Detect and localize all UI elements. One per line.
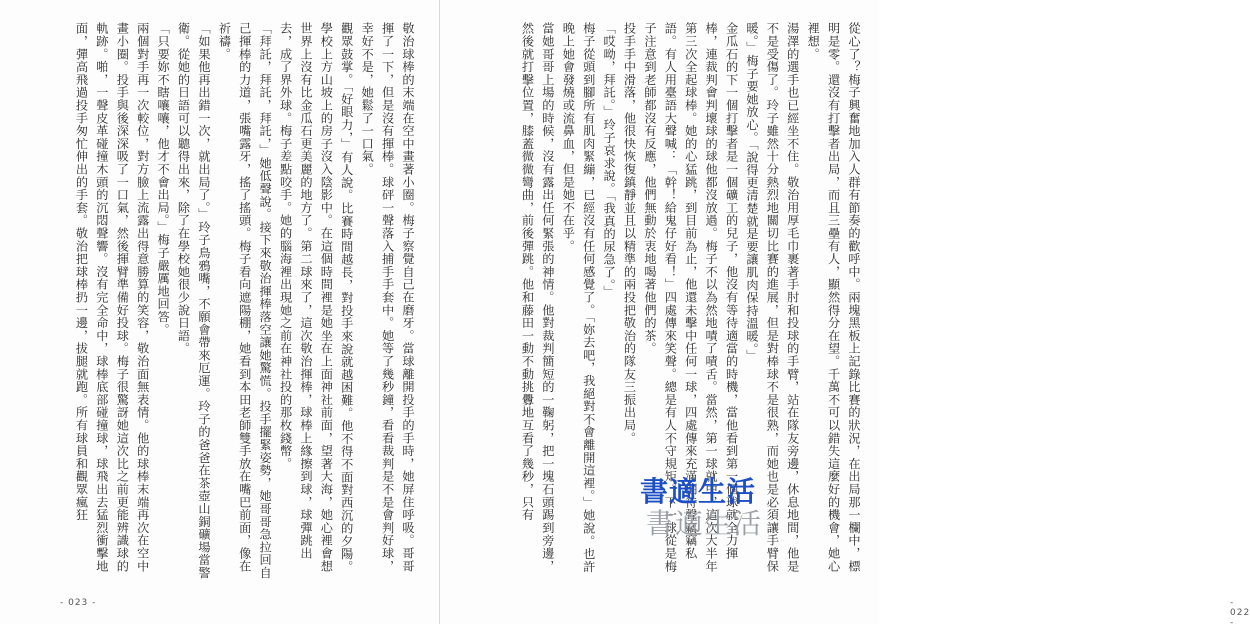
paragraph: 敬治球棒的末端在空中畫著小圈。梅子察覺自己在磨牙。當球離開投手的手時，她屏住呼吸。哥哥揮了一下，但是沒有揮棒。球砰一聲落入捕手手套中。她等了幾秒鐘，看看裁判是不是會判好球，幸好不是，她鬆了一口氣。 xyxy=(360,22,415,573)
page-number: - 023 - xyxy=(60,598,97,608)
paragraph: 觀眾鼓掌。「好眼力，」有人說。比賽時間越長，對投手來說就越困難。他不得不面對西沉的夕陽。學校上方山坡上的房子沒入陰影中。在這個時間裡是她坐在上面神社前面，望著大海，她心裡會想世界上沒有比金瓜石更美麗的地方了。第二球來了，這次敬治揮棒，球棒上緣擦到球，球彈跳出去，成了界外球。梅子差點咬手。她的腦海裡出現她之前在神社投的那枚錢幣。 xyxy=(278,22,354,573)
paragraph: 當她哥哥上場的時候，沒有露出任何緊張的神情。他對裁判簡短的一鞠躬，把一塊石頭踢到旁邊，然後就打擊位置，膝蓋微微彎曲，前後彈跳。他和藤田一動不動挑釁地互看了幾秒，只有 xyxy=(520,22,555,573)
paragraph: 兩個對手再一次較位，對方臉上流露出得意勝算的笑容，敬治面無表情。他的球棒末端再次在空中畫小圈。投手與後深深吸了一口氣，然後揮臂準備好投球。梅子很驚訝她這次比之前更能辨識球的軌跡。啪，一聲皮革碰撞木頭的沉悶聲響。沒有完全命中，球棒底部碰撞球，球飛出去猛烈衝擊地面，彈高飛過投手匆忙伸出的手套。敬治把球棒扔一邊，拔腿就跑。所有球員和觀眾瘋狂 xyxy=(74,22,150,573)
publisher-watermark xyxy=(640,470,780,540)
left-page xyxy=(0,0,439,624)
paragraph: 湯澤的選手也已經坐不住。敬治用厚毛巾裹著手肘和投球的手臂，站在隊友旁邊，休息地間，他是不是受傷了。玲子雖然十分熱烈地關切比賽的進展，但是對棒球不是很熟，而她也是必須讓手臂保暖。」梅子要她放心。「說得更清楚就是要讓肌肉保持溫暖。」 xyxy=(744,22,800,573)
watermark-text: 書適生活 xyxy=(640,475,757,508)
paragraph: 「如果他再出錯一次，就出局了。」玲子鳥鴉嘴，不願會帶來厄運。玲子的爸爸在茶壺山銅礦場當警衛。從她的日語可以聽得出來，除了在學校她很少說日語。 xyxy=(176,22,211,580)
paragraph: 投手手中滑落，他很快恢復鎮靜並且以精準的兩投把敬治的隊友三振出局。 xyxy=(622,22,637,445)
left-page-text xyxy=(20,22,418,582)
paragraph: 金瓜石的下一個打擊者是一個礦工的兒子，他沒有等待適當的時機，當他看到第一個球就全力揮棒，連裁判會判壞球的球他都沒放過。梅子不以為然地嘖了嘖舌。當然，第一球就中，這次大半年第三次全起球棒。她的心猛跳，到目前為止，他還未擊中任何一球，四處傳來充滿期待聲竊竊私語。有人用臺語大聲喊：「幹！給鬼仔好看！」四處傳來笑聲。總是有人不守規矩。下一球從是梅子注意到老師都沒有反應，他們無動於衷地喝著他們的茶。 xyxy=(642,22,739,573)
paragraph: 「拜託，拜託，拜託，」她低聲說。接下來敬治揮棒落空讓她驚慌。投手擺緊姿勢，她哥哥急拉回自己揮棒的力道，張嘴露牙，搖了搖頭。梅子看向遮陽棚，她看到本田老師雙手放在嘴巴前面，像在祈禱。 xyxy=(217,22,273,580)
page-number: - 022 - xyxy=(1230,598,1250,628)
paragraph: 「只要妳不瞎嚷嚷，他才不會出局。」梅子嚴厲地回答。 xyxy=(156,22,171,336)
paragraph: 從心了？梅子興奮地加入人群有節奏的歡呼中。兩塊黑板上記錄比賽的狀況，在出局那一欄中，標明是零。還沒有打擊者出局，而且三壘有人，顯然得分在望。千萬不可以錯失這麼好的機會，她心裡想。 xyxy=(806,22,861,573)
watermark-shadow-text: 書適生活 xyxy=(646,507,763,540)
paragraph: 「哎呦，拜託。」玲子哀求說。「我真的尿急了。」 xyxy=(602,22,617,299)
paragraph: 梅子從頭到腳所有肌肉緊繃，已經沒有任何感覺了。「妳去吧，我絕對不會離開這裡。」她說。也許晚上她會發燒或流鼻血，但是她不在乎。 xyxy=(561,22,596,573)
